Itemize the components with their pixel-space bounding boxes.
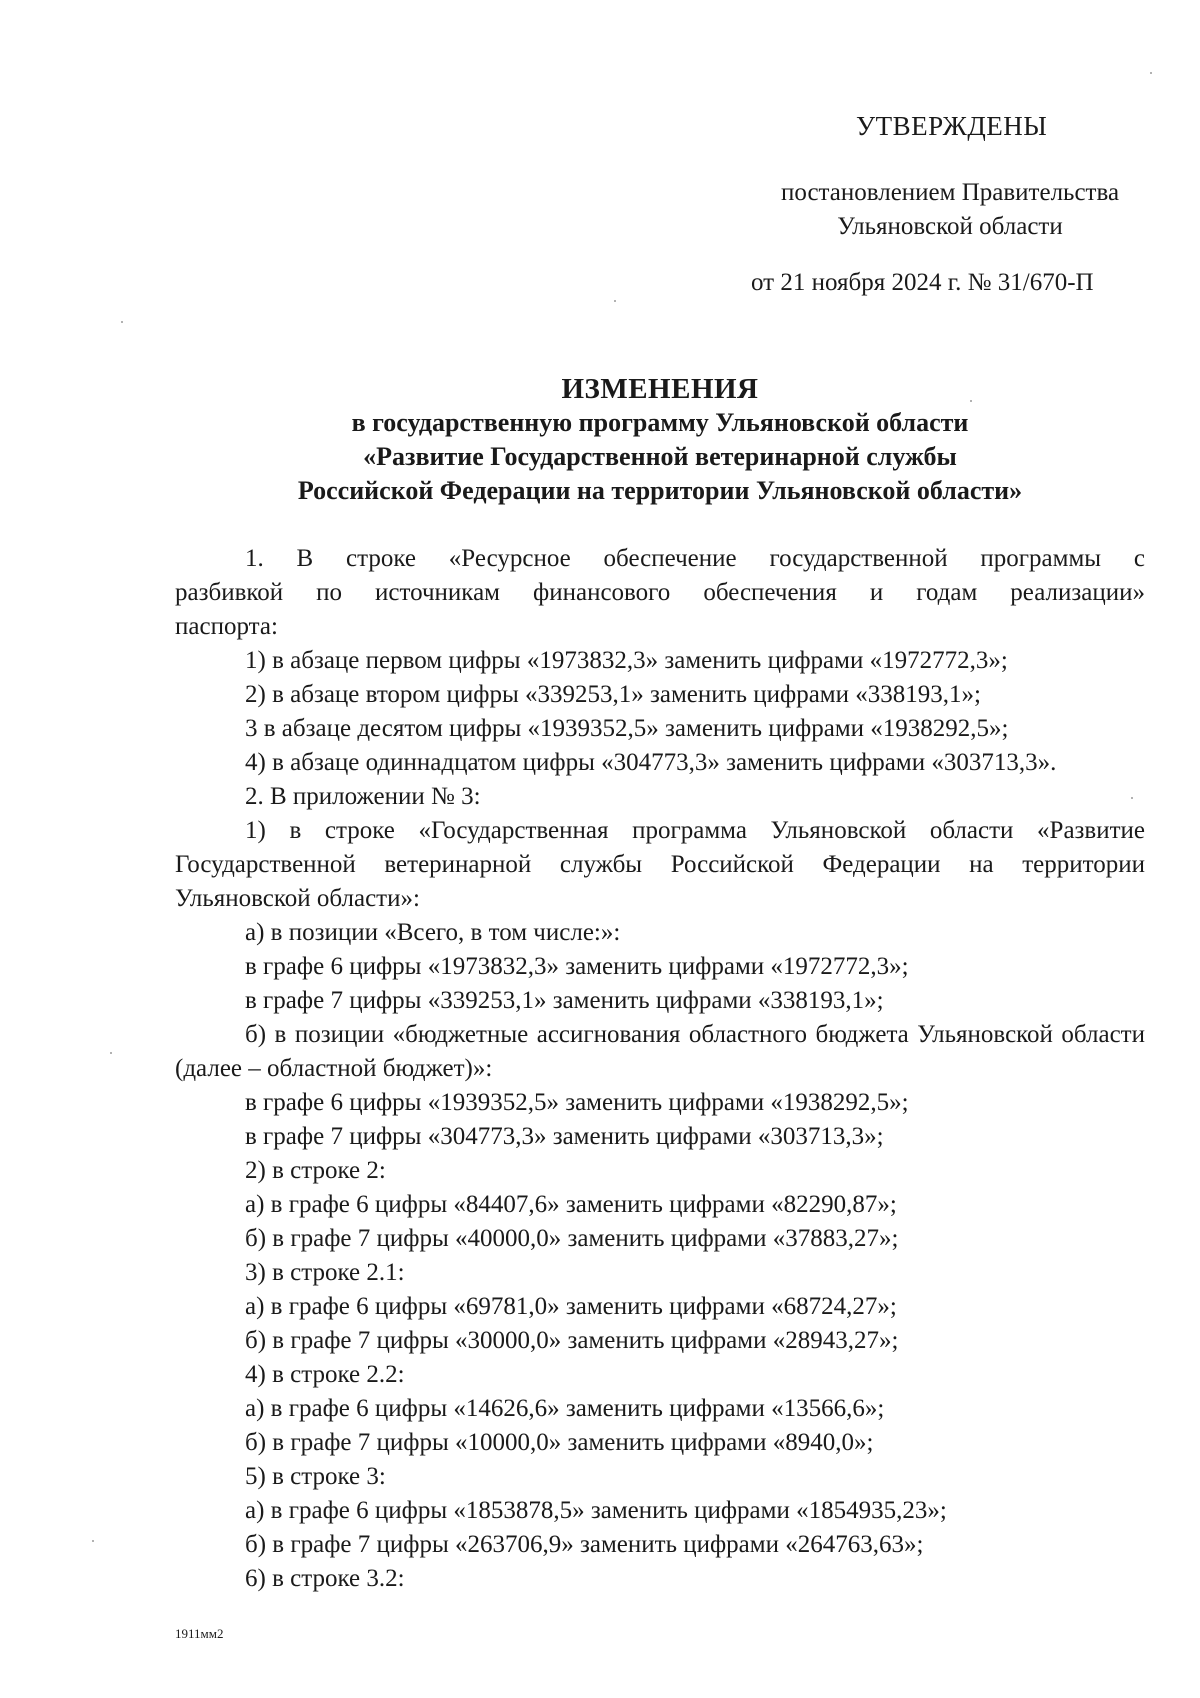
paragraph: 4) в абзаце одиннадцатом цифры «304773,3» заменить цифрами «303713,3».: [245, 749, 1057, 776]
paragraph: 5) в строке 3:: [245, 1463, 386, 1490]
paragraph: а) в графе 6 цифры «69781,0» заменить цифрами «68724,27»;: [245, 1293, 897, 1320]
paragraph: б) в графе 7 цифры «10000,0» заменить цифрами «8940,0»;: [245, 1429, 874, 1456]
approval-stamp-heading: УТВЕРЖДЕНЫ: [856, 111, 1048, 141]
document-body: [175, 542, 1145, 1596]
paragraph: 1. В строке «Ресурсное обеспечение государственной программы с разбивкой по источникам финансового обеспечения и годам реализации» паспорта:: [175, 545, 1145, 640]
paragraph: 2. В приложении № 3:: [245, 783, 481, 810]
scan-speck: [92, 1540, 94, 1542]
paragraph: 3) в строке 2.1:: [245, 1259, 405, 1286]
paragraph: 2) в строке 2:: [245, 1157, 386, 1184]
paragraph: б) в графе 7 цифры «263706,9» заменить цифрами «264763,63»;: [245, 1531, 924, 1558]
decree-line-1: постановлением Правительства: [780, 179, 1120, 206]
paragraph: 2) в абзаце втором цифры «339253,1» заменить цифрами «338193,1»;: [245, 681, 981, 708]
title-line-3: Российской Федерации на территории Ульяновской области»: [297, 476, 1023, 505]
decree-date-number: от 21 ноября 2024 г. № 31/670-П: [751, 269, 1094, 296]
scan-speck: [1150, 72, 1152, 74]
scan-speck: [614, 300, 616, 302]
title-main: ИЗМЕНЕНИЯ: [561, 373, 759, 405]
scan-speck: [970, 400, 972, 402]
paragraph: б) в позиции «бюджетные ассигнования областного бюджета Ульяновской области (далее – областной бюджет)»:: [175, 1021, 1145, 1082]
decree-reference: [740, 176, 1160, 244]
paragraph: в графе 6 цифры «1973832,3» заменить цифрами «1972772,3»;: [245, 953, 909, 980]
paragraph: 1) в абзаце первом цифры «1973832,3» заменить цифрами «1972772,3»;: [245, 647, 1008, 674]
scan-speck: [110, 1052, 112, 1054]
document-code: 1911мм2: [175, 1626, 224, 1641]
paragraph: в графе 7 цифры «304773,3» заменить цифрами «303713,3»;: [245, 1123, 884, 1150]
scan-speck: [1131, 797, 1133, 799]
paragraph: 3 в абзаце десятом цифры «1939352,5» заменить цифрами «1938292,5»;: [245, 715, 1009, 742]
paragraph: а) в графе 6 цифры «14626,6» заменить цифрами «13566,6»;: [245, 1395, 885, 1422]
paragraph: а) в позиции «Всего, в том числе:»:: [245, 919, 621, 946]
paragraph: 4) в строке 2.2:: [245, 1361, 405, 1388]
paragraph: в графе 6 цифры «1939352,5» заменить цифрами «1938292,5»;: [245, 1089, 909, 1116]
scan-speck: [121, 321, 123, 323]
paragraph: в графе 7 цифры «339253,1» заменить цифрами «338193,1»;: [245, 987, 884, 1014]
paragraph: а) в графе 6 цифры «1853878,5» заменить цифрами «1854935,23»;: [245, 1497, 947, 1524]
paragraph: б) в графе 7 цифры «30000,0» заменить цифрами «28943,27»;: [245, 1327, 899, 1354]
decree-line-2: Ульяновской области: [837, 213, 1063, 240]
title-line-2: «Развитие Государственной ветеринарной службы: [363, 442, 957, 471]
document-title: [160, 372, 1160, 508]
paragraph: 6) в строке 3.2:: [245, 1565, 405, 1592]
title-line-1: в государственную программу Ульяновской области: [351, 408, 969, 437]
paragraph: б) в графе 7 цифры «40000,0» заменить цифрами «37883,27»;: [245, 1225, 899, 1252]
paragraph: а) в графе 6 цифры «84407,6» заменить цифрами «82290,87»;: [245, 1191, 897, 1218]
paragraph: 1) в строке «Государственная программа Ульяновской области «Развитие Государственной ветеринарной службы Российской Федерации на территории Ульяновской области»:: [175, 817, 1145, 912]
